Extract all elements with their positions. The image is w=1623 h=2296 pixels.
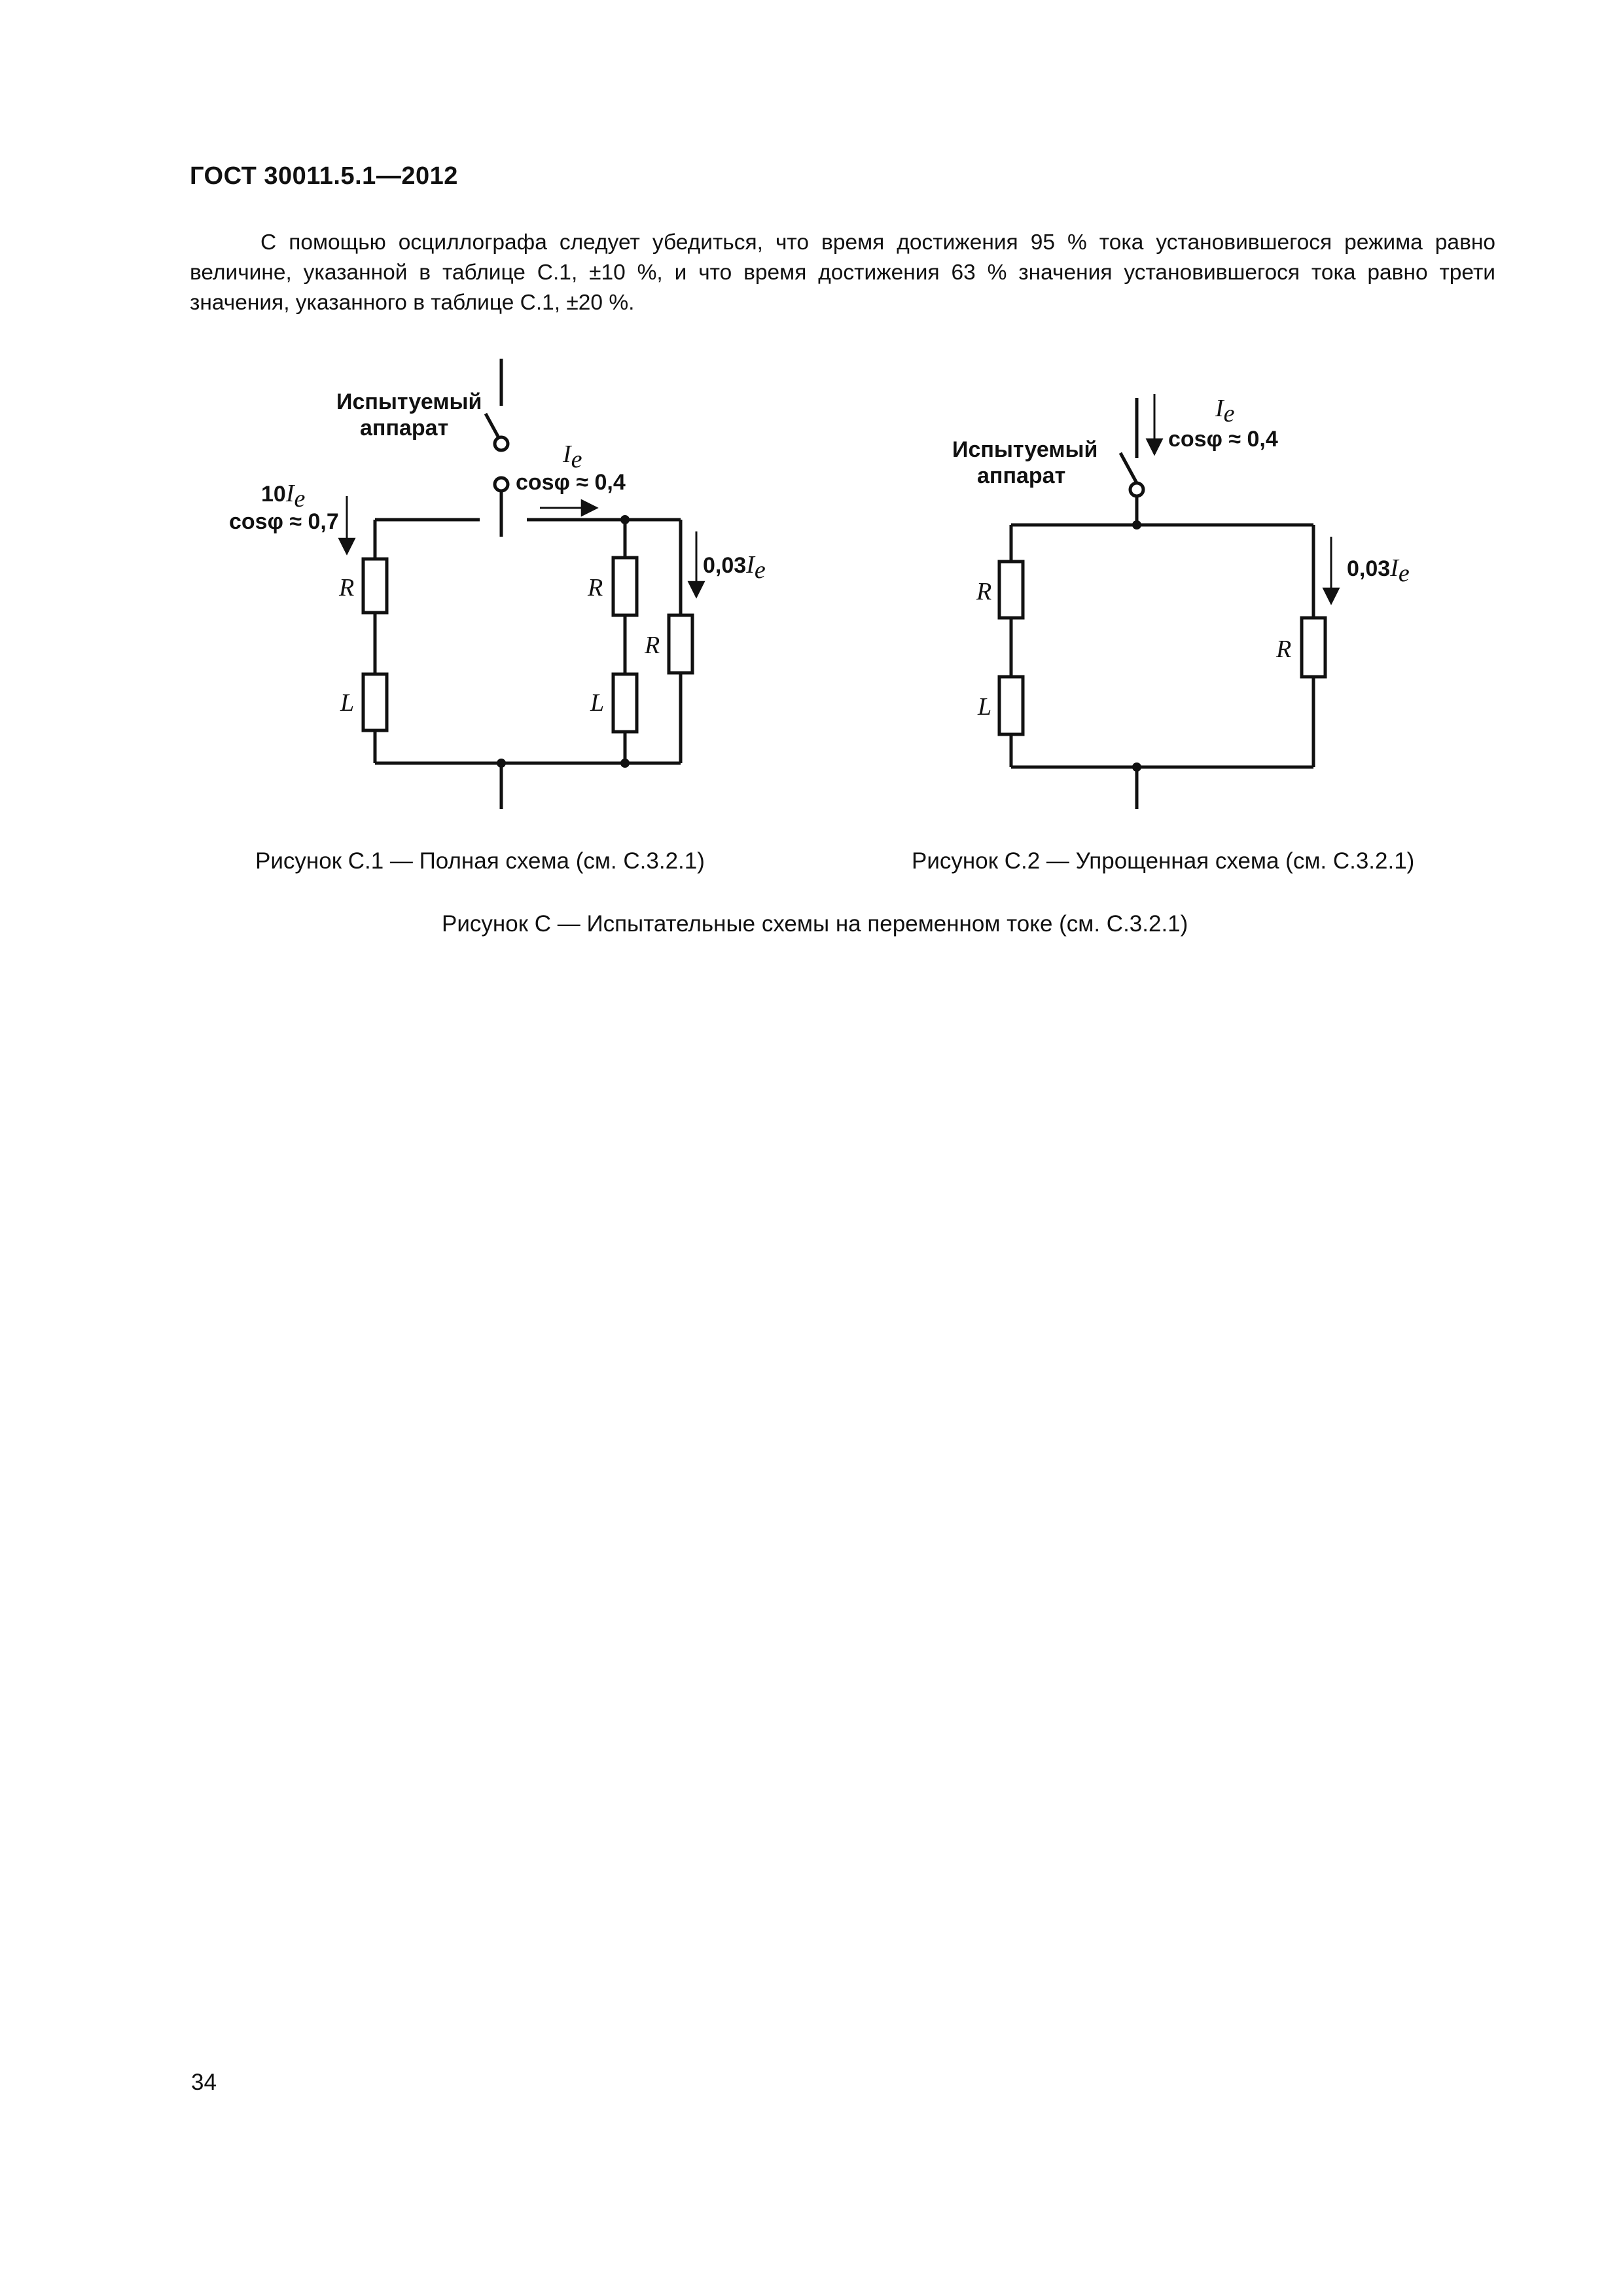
c2-top-current-label [1215,395,1235,427]
c1-right-current-value: 0,03 [703,553,747,578]
c2-top-current-sub: e [1223,400,1235,427]
c2-junction-top [1132,520,1141,529]
c2-junction-bottom [1132,762,1141,772]
c2-switch-blade [1120,453,1137,483]
figure-c-caption: Рисунок С — Испытательные схемы на переменном токе (см. С.3.2.1) [442,911,1188,937]
c2-switch-contact [1130,483,1143,496]
c1-junction-bottom-mid [620,759,630,768]
c1-switch-contact-bottom [495,478,508,491]
c1-top-current-symbol: I [563,440,571,468]
c2-junctions [1132,520,1141,772]
c2-right-current-sub: e [1398,560,1410,587]
c1-device-label-line1: Испытуемый [336,389,482,414]
c1-mid-inductor [613,674,637,732]
c2-left-resistor [999,562,1023,618]
c1-left-current-value: 10 [261,482,286,507]
c1-junctions [497,515,630,768]
c1-mid-r-label: R [588,574,603,601]
c1-right-resistor [669,615,692,673]
c1-junction-top [620,515,630,524]
c1-left-current-sub: e [294,485,306,512]
c1-switch-contact-top [495,437,508,450]
c1-right-current-sub: e [754,556,766,584]
c1-right-r-label: R [645,632,660,659]
c2-left-r-label: R [976,578,992,605]
figure-c2-caption: Рисунок С.2 — Упрощенная схема (см. С.3.2.1) [912,848,1415,874]
c2-right-current-label [1347,554,1410,587]
c2-right-current-value: 0,03 [1347,556,1391,581]
c1-top-current-sub: e [571,446,582,473]
c1-left-r-label: R [339,574,355,601]
c1-left-cos: cosφ ≈ 0,7 [229,509,339,534]
c1-junction-bottom-center [497,759,506,768]
c1-right-current-symbol: I [746,551,755,579]
c1-left-resistor [363,559,387,613]
c1-left-current-label [261,480,305,512]
c1-left-inductor [363,674,387,730]
c2-device-label-line1: Испытуемый [952,437,1098,462]
document-header: ГОСТ 30011.5.1—2012 [190,162,458,190]
c2-right-resistor [1302,618,1325,677]
page-number: 34 [191,2070,217,2095]
c1-mid-l-label: L [590,689,605,717]
c2-right-r-label: R [1276,636,1292,663]
c1-top-cos: cosφ ≈ 0,4 [516,470,626,495]
c1-right-current-label [703,551,766,584]
c1-top-current-label [562,440,582,473]
c2-left-inductor [999,677,1023,734]
body-paragraph: С помощью осциллографа следует убедиться, что время достижения 95 % тока установившегося режима равно величине, указанной в таблице С.1, ±10 %, и что время достижения 63 % значения установившегося тока равно трети значения, указанного в таблице С.1, ±20 %. [190,230,1495,315]
c2-top-current-symbol: I [1215,395,1224,422]
c2-device-label-line2: аппарат [977,463,1066,488]
c1-device-label-line2: аппарат [360,416,449,440]
c2-right-current-symbol: I [1390,554,1399,582]
c2-left-l-label: L [978,693,992,721]
figure-c1-caption: Рисунок С.1 — Полная схема (см. С.3.2.1) [255,848,705,874]
c2-top-cos: cosφ ≈ 0,4 [1168,427,1278,452]
c1-left-l-label: L [340,689,355,717]
c1-left-current-symbol: I [285,480,294,507]
c1-mid-resistor [613,558,637,615]
